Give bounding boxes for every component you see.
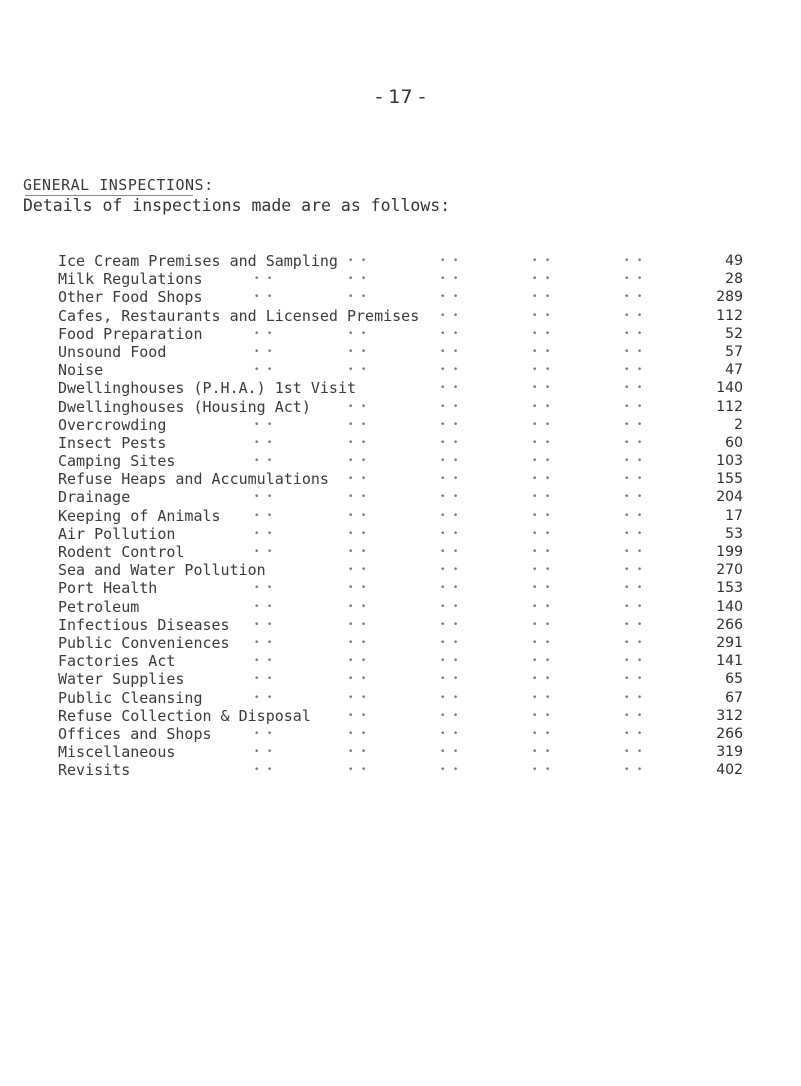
leader-dots: • • [440,401,460,412]
inspection-count: 57 [725,343,743,360]
leader-dots: • • [254,346,274,357]
leader-dots: • • [440,310,460,321]
leader-dots: • • [440,547,460,557]
leader-dots: • • [348,274,368,285]
leader-dots: • • [624,565,644,576]
leader-dots: • • [348,747,368,758]
leader-dots: • • [348,346,368,357]
leader-dots: • • [440,601,460,612]
leader-dots: • • [532,474,552,485]
inspection-count: 17 [725,507,743,524]
inspections-list [0,252,801,779]
leader-dots: • • [624,601,644,612]
leader-dots: • • [532,656,552,667]
inspection-label: Infectious Diseases [58,615,230,634]
leader-dots: • • [254,274,274,285]
inspection-label: Overcrowding [58,415,167,434]
leader-dots: • • [440,292,460,303]
leader-dots: • • [532,765,552,776]
inspection-count: 52 [725,325,743,342]
leader-dots: • • [254,656,274,667]
leader-dots: • • [254,765,274,776]
leader-dots: • • [532,419,552,430]
table-row [0,488,801,506]
leader-dots: • • [254,528,274,539]
leader-dots: • • [624,692,644,703]
leader-dots: • • [254,510,274,521]
leader-dots: • • [348,510,368,521]
leader-dots: • • [348,365,368,376]
inspection-label: Air Pollution [58,524,176,543]
inspection-label: Water Supplies [58,670,185,689]
leader-dots: • • [254,547,274,557]
leader-dots: • • [440,383,460,394]
leader-dots: • • [532,583,552,594]
table-row [0,761,801,779]
inspection-count: 319 [716,744,743,761]
table-row [0,416,801,434]
table-row [0,707,801,725]
inspection-count: 140 [716,598,743,615]
table-row [0,252,801,270]
table-row [0,343,801,361]
leader-dots: • • [532,437,552,448]
leader-dots: • • [254,456,274,467]
leader-dots: • • [254,437,274,448]
table-row [0,525,801,543]
leader-dots: • • [624,728,644,739]
leader-dots: • • [532,601,552,612]
leader-dots: • • [440,747,460,758]
inspection-count: 291 [716,634,743,651]
table-row [0,379,801,397]
inspection-label: Ice Cream Premises and Sampling [58,252,338,270]
section-heading: GENERAL INSPECTIONS: [23,176,214,194]
leader-dots: • • [624,401,644,412]
leader-dots: • • [624,437,644,448]
inspection-count: 65 [725,671,743,688]
table-row [0,689,801,707]
leader-dots: • • [254,601,274,612]
leader-dots: • • [348,728,368,739]
leader-dots: • • [254,619,274,630]
leader-dots: • • [348,328,368,339]
leader-dots: • • [348,692,368,703]
inspection-label: Factories Act [58,652,176,671]
inspection-count: 49 [725,253,743,269]
leader-dots: • • [624,710,644,721]
table-row [0,598,801,616]
leader-dots: • • [624,528,644,539]
leader-dots: • • [624,365,644,376]
leader-dots: • • [440,274,460,285]
leader-dots: • • [254,728,274,739]
table-row [0,452,801,470]
inspection-label: Cafes, Restaurants and Licensed Premises [58,306,420,325]
leader-dots: • • [440,656,460,667]
leader-dots: • • [348,437,368,448]
inspection-count: 140 [716,380,743,397]
leader-dots: • • [348,765,368,776]
inspection-label: Dwellinghouses (Housing Act) [58,397,311,416]
leader-dots: • • [624,419,644,430]
table-row [0,579,801,597]
leader-dots: • • [532,547,552,557]
leader-dots: • • [624,492,644,503]
leader-dots: • • [440,565,460,576]
leader-dots: • • [532,710,552,721]
leader-dots: • • [624,619,644,630]
leader-dots: • • [624,510,644,521]
inspection-count: 53 [725,525,743,542]
leader-dots: • • [440,419,460,430]
inspection-label: Dwellinghouses (P.H.A.) 1st Visit [58,379,357,398]
inspection-count: 402 [716,762,743,779]
page-number: - 17 - [375,86,426,108]
inspection-count: 60 [725,434,743,451]
leader-dots: • • [348,674,368,685]
inspection-count: 199 [716,544,743,560]
leader-dots: • • [440,710,460,721]
leader-dots: • • [254,637,274,648]
table-row [0,616,801,634]
leader-dots: • • [532,728,552,739]
leader-dots: • • [440,674,460,685]
leader-dots: • • [348,419,368,430]
leader-dots: • • [254,328,274,339]
leader-dots: • • [624,310,644,321]
leader-dots: • • [254,292,274,303]
intro-text: Details of inspections made are as follows: [23,196,451,215]
inspection-label: Milk Regulations [58,270,203,289]
inspection-count: 47 [725,362,743,379]
table-row [0,361,801,379]
table-row [0,507,801,525]
leader-dots: • • [440,492,460,503]
inspection-count: 67 [725,689,743,706]
leader-dots: • • [440,346,460,357]
leader-dots: • • [624,292,644,303]
leader-dots: • • [348,456,368,467]
inspection-label: Insect Pests [58,433,167,452]
inspection-label: Port Health [58,579,158,598]
inspection-count: 155 [716,471,743,488]
inspection-count: 103 [716,453,743,470]
leader-dots: • • [532,619,552,630]
leader-dots: • • [532,637,552,648]
inspection-count: 28 [725,271,743,288]
leader-dots: • • [532,674,552,685]
inspection-label: Offices and Shops [58,724,212,743]
leader-dots: • • [348,656,368,667]
inspection-label: Public Cleansing [58,688,203,707]
leader-dots: • • [348,565,368,576]
leader-dots: • • [624,346,644,357]
table-row [0,398,801,416]
inspection-label: Miscellaneous [58,743,176,762]
inspection-count: 153 [716,580,743,597]
leader-dots: • • [532,747,552,758]
leader-dots: • • [254,692,274,703]
leader-dots: • • [532,274,552,285]
leader-dots: • • [532,256,552,266]
table-row [0,288,801,306]
leader-dots: • • [440,456,460,467]
leader-dots: • • [532,565,552,576]
leader-dots: • • [440,437,460,448]
leader-dots: • • [348,401,368,412]
leader-dots: • • [440,765,460,776]
leader-dots: • • [440,583,460,594]
leader-dots: • • [532,510,552,521]
inspection-label: Refuse Heaps and Accumulations [58,470,329,489]
table-row [0,270,801,288]
table-row [0,652,801,670]
table-row [0,325,801,343]
leader-dots: • • [532,292,552,303]
table-row [0,743,801,761]
leader-dots: • • [532,456,552,467]
inspection-label: Petroleum [58,597,140,616]
leader-dots: • • [624,765,644,776]
leader-dots: • • [348,547,368,557]
inspection-count: 112 [716,307,743,324]
leader-dots: • • [254,674,274,685]
table-row [0,561,801,579]
inspection-label: Sea and Water Pollution [58,561,266,580]
leader-dots: • • [440,619,460,630]
leader-dots: • • [532,528,552,539]
inspection-count: 112 [716,398,743,415]
leader-dots: • • [624,547,644,557]
leader-dots: • • [624,456,644,467]
leader-dots: • • [440,637,460,648]
inspection-count: 266 [716,725,743,742]
inspection-count: 266 [716,616,743,633]
leader-dots: • • [440,728,460,739]
leader-dots: • • [348,601,368,612]
table-row [0,725,801,743]
inspection-label: Refuse Collection & Disposal [58,706,311,725]
leader-dots: • • [254,583,274,594]
leader-dots: • • [348,292,368,303]
leader-dots: • • [532,383,552,394]
leader-dots: • • [348,619,368,630]
inspection-label: Other Food Shops [58,288,203,307]
leader-dots: • • [348,637,368,648]
leader-dots: • • [440,256,460,266]
inspection-label: Drainage [58,488,131,507]
leader-dots: • • [254,365,274,376]
inspection-label: Camping Sites [58,452,176,471]
leader-dots: • • [440,510,460,521]
table-row [0,634,801,652]
leader-dots: • • [440,692,460,703]
inspection-label: Unsound Food [58,342,167,361]
inspection-count: 270 [716,562,743,579]
leader-dots: • • [532,346,552,357]
table-row [0,470,801,488]
leader-dots: • • [624,256,644,266]
leader-dots: • • [624,274,644,285]
leader-dots: • • [624,328,644,339]
leader-dots: • • [440,365,460,376]
leader-dots: • • [348,474,368,485]
leader-dots: • • [254,747,274,758]
leader-dots: • • [624,747,644,758]
leader-dots: • • [348,583,368,594]
inspection-count: 204 [716,489,743,506]
leader-dots: • • [624,637,644,648]
leader-dots: • • [254,492,274,503]
table-row [0,670,801,688]
inspection-label: Revisits [58,761,131,780]
leader-dots: • • [532,365,552,376]
leader-dots: • • [532,401,552,412]
table-row [0,307,801,325]
leader-dots: • • [532,492,552,503]
leader-dots: • • [440,328,460,339]
leader-dots: • • [532,692,552,703]
inspection-label: Food Preparation [58,324,203,343]
leader-dots: • • [532,310,552,321]
leader-dots: • • [348,256,368,266]
inspection-label: Public Conveniences [58,633,230,652]
leader-dots: • • [624,474,644,485]
table-row [0,434,801,452]
inspection-count: 289 [716,289,743,306]
table-row [0,543,801,561]
inspection-label: Noise [58,361,104,380]
leader-dots: • • [624,383,644,394]
leader-dots: • • [254,419,274,430]
leader-dots: • • [440,528,460,539]
inspection-label: Keeping of Animals [58,506,221,525]
leader-dots: • • [348,528,368,539]
leader-dots: • • [348,710,368,721]
inspection-count: 141 [716,653,743,670]
leader-dots: • • [532,328,552,339]
leader-dots: • • [624,656,644,667]
leader-dots: • • [440,474,460,485]
inspection-count: 2 [734,416,743,433]
leader-dots: • • [624,583,644,594]
leader-dots: • • [624,674,644,685]
inspection-count: 312 [716,707,743,724]
inspection-label: Rodent Control [58,543,185,561]
leader-dots: • • [348,492,368,503]
